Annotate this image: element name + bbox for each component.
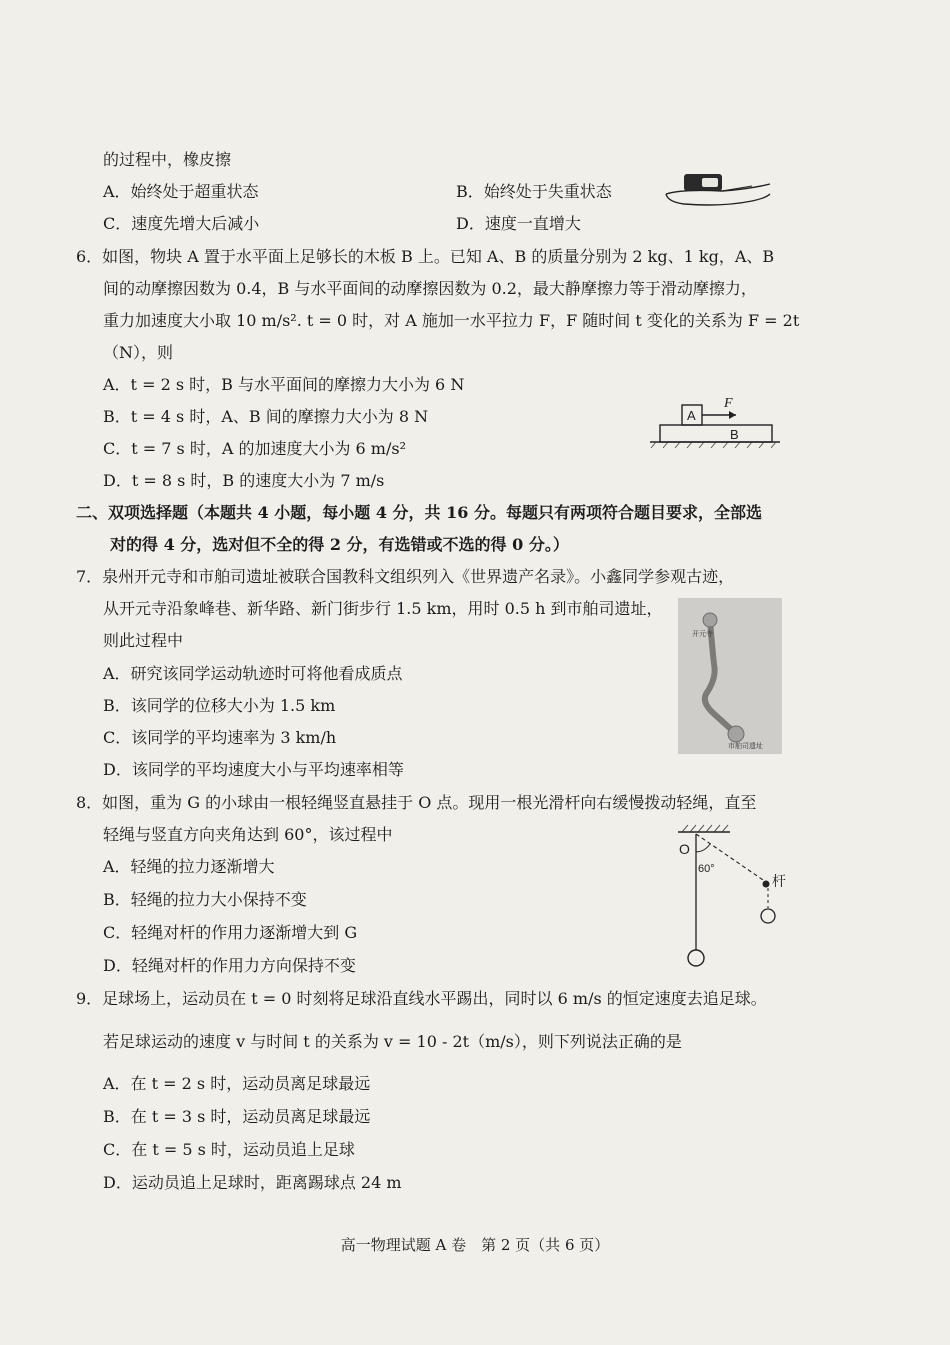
q5-tail: 的过程中，橡皮擦 bbox=[103, 150, 232, 169]
q9-option-d: D．运动员追上足球时，距离踢球点 24 m bbox=[103, 1173, 402, 1192]
q9-line-1: 9．足球场上，运动员在 t = 0 时刻将足球沿直线水平踢出，同时以 6 m/s 的恒定速度去追足球。 bbox=[76, 989, 767, 1008]
q5-option-c: C．速度先增大后减小 bbox=[103, 214, 260, 233]
q8-option-a: A．轻绳的拉力逐渐增大 bbox=[103, 857, 275, 876]
ceiling-hatch bbox=[682, 825, 728, 832]
q7-option-b: B．该同学的位移大小为 1.5 km bbox=[103, 696, 336, 715]
angle-label: 60° bbox=[698, 863, 715, 875]
q5-option-a: A．始终处于超重状态 bbox=[103, 182, 259, 201]
section2-heading-line-2: 对的得 4 分，选对但不全的得 2 分，有选错或不选的得 0 分。） bbox=[110, 535, 569, 554]
end-marker bbox=[728, 726, 744, 742]
q8-option-c: C．轻绳对杆的作用力逐渐增大到 G bbox=[103, 923, 358, 942]
point-o-label: O bbox=[679, 841, 690, 857]
q7-option-a: A．研究该同学运动轨迹时可将他看成质点 bbox=[103, 664, 403, 683]
block-a-label: A bbox=[687, 408, 696, 423]
map-end-label: 市舶司遗址 bbox=[728, 742, 763, 750]
eraser-label-shape bbox=[702, 178, 718, 187]
q6-option-b: B．t = 4 s 时，A、B 间的摩擦力大小为 8 N bbox=[103, 407, 429, 426]
section2-heading-line-1: 二、双项选择题（本题共 4 小题，每小题 4 分，共 16 分。每题只有两项符合题目要求，全部选 bbox=[76, 503, 762, 522]
force-arrowhead bbox=[729, 411, 736, 419]
map-start-label: 开元寺 bbox=[692, 630, 713, 638]
displaced-ball bbox=[761, 909, 775, 923]
q9-option-c: C．在 t = 5 s 时，运动员追上足球 bbox=[103, 1140, 355, 1159]
q6-line-4: （N），则 bbox=[103, 343, 174, 362]
q7-option-c: C．该同学的平均速率为 3 km/h bbox=[103, 728, 337, 747]
q6-option-a: A．t = 2 s 时，B 与水平面间的摩擦力大小为 6 N bbox=[103, 375, 465, 394]
page-footer: 高一物理试题 A 卷 第 2 页（共 6 页） bbox=[340, 1236, 610, 1254]
q5-option-b: B．始终处于失重状态 bbox=[456, 182, 612, 201]
hanging-ball bbox=[688, 950, 704, 966]
angle-arc bbox=[696, 844, 710, 852]
q7-line-2: 从开元寺沿象峰巷、新华路、新门街步行 1.5 km，用时 0.5 h 到市舶司遗址， bbox=[103, 599, 663, 618]
q6-line-3: 重力加速度大小取 10 m/s². t = 0 时，对 A 施加一水平拉力 F，F 随时间 t 变化的关系为 F = 2t bbox=[103, 311, 800, 330]
force-label: F bbox=[724, 396, 733, 411]
q8-option-b: B．轻绳的拉力大小保持不变 bbox=[103, 890, 307, 909]
q8-option-d: D．轻绳对杆的作用力方向保持不变 bbox=[103, 956, 356, 975]
q8-line-2: 轻绳与竖直方向夹角达到 60°，该过程中 bbox=[103, 825, 393, 844]
q9-option-b: B．在 t = 3 s 时，运动员离足球最远 bbox=[103, 1107, 371, 1126]
rod-label: 杆 bbox=[772, 874, 786, 890]
q9-line-2: 若足球运动的速度 v 与时间 t 的关系为 v = 10 - 2t（m/s），则下列说法正确的是 bbox=[103, 1032, 682, 1051]
q9-option-a: A．在 t = 2 s 时，运动员离足球最远 bbox=[103, 1074, 371, 1093]
q7-option-d: D．该同学的平均速度大小与平均速率相等 bbox=[103, 760, 404, 779]
block-board-figure bbox=[650, 392, 780, 450]
q6-line-2: 间的动摩擦因数为 0.4，B 与水平面间的动摩擦因数为 0.2，最大静摩擦力等于滑动摩擦力， bbox=[103, 279, 757, 298]
route-map-figure bbox=[678, 598, 782, 754]
q6-option-c: C．t = 7 s 时，A 的加速度大小为 6 m/s² bbox=[103, 439, 406, 458]
pendulum-figure bbox=[668, 822, 798, 972]
board-b bbox=[660, 425, 772, 442]
q5-option-d: D．速度一直增大 bbox=[456, 214, 581, 233]
ground-hatch bbox=[651, 442, 776, 448]
q7-line-1: 7．泉州开元寺和市舶司遗址被联合国教科文组织列入《世界遗产名录》。小鑫同学参观古迹， bbox=[76, 567, 735, 586]
start-marker bbox=[703, 613, 717, 627]
rod-point bbox=[763, 881, 770, 888]
q6-line-1: 6．如图，物块 A 置于水平面上足够长的木板 B 上。已知 A、B 的质量分别为 2 kg、1 kg，A、B bbox=[76, 247, 775, 266]
board-b-label: B bbox=[730, 427, 739, 442]
hand-eraser-figure bbox=[662, 168, 774, 212]
q7-line-3: 则此过程中 bbox=[103, 631, 184, 650]
q6-option-d: D．t = 8 s 时，B 的速度大小为 7 m/s bbox=[103, 471, 385, 490]
q8-line-1: 8．如图，重为 G 的小球由一根轻绳竖直悬挂于 O 点。现用一根光滑杆向右缓慢拨动轻绳，直至 bbox=[76, 793, 757, 812]
